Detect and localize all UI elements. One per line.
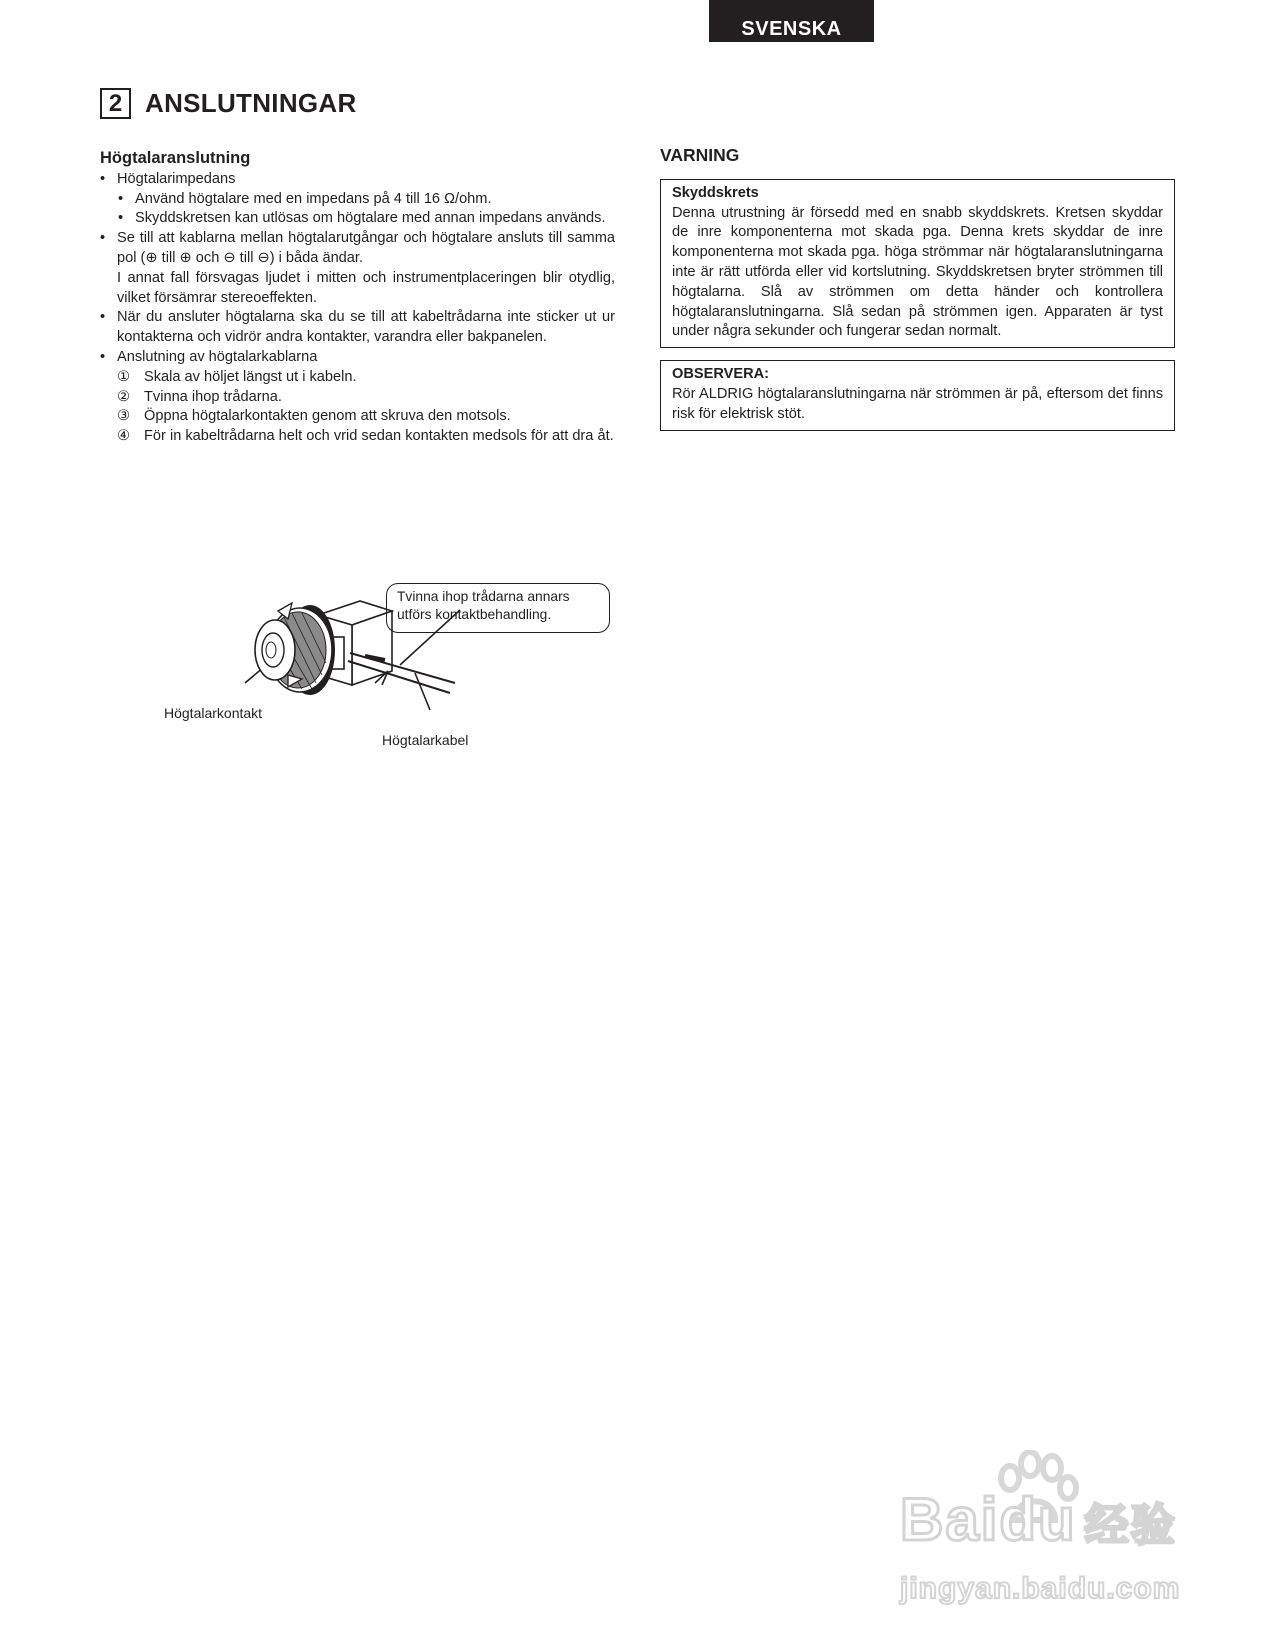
protection-circuit-box: [660, 179, 1175, 348]
bullet-cable-connection: • Anslutning av högtalarkablarna: [100, 348, 318, 365]
section-title: [100, 88, 357, 119]
section-heading: ANSLUTNINGAR: [145, 88, 357, 118]
bullet-impedance: • Högtalarimpedans: [100, 170, 236, 187]
speaker-connection-column: [100, 149, 615, 447]
caution-box: [660, 360, 1175, 430]
step-item: ① Skala av höljet längst ut i kabeln.: [117, 368, 357, 385]
speaker-terminal-figure: [160, 575, 620, 765]
section-number: 2: [100, 88, 131, 119]
step-item: ② Tvinna ihop trådarna.: [117, 388, 282, 405]
protection-circuit-text: Denna utrustning är försedd med en snabb skyddskrets. Kretsen skyddar de inre komponenterna mot skada pga. Denna krets skyddar de inre komponenterna mot skada pga. höga strömmar när högtalaranslutningarna inte är rätt utförda eller vid kortslutning. Skyddskretsen bryter strömmen till högtalarna. Slå av strömmen om detta händer och kontrollera högtalaranslutningarna. Slå sedan på strömmen igen. Apparaten är tyst under några sekunder och fungerar sedan normalt.: [672, 204, 1163, 340]
sub-bullet-protection-trigger: • Skyddskretsen kan utlösas om högtalare med annan impedans används.: [118, 210, 606, 227]
bullet-wire-strands: • När du ansluter högtalarna ska du se till att kabeltrådarna inte sticker ut ur kontakterna och vidrör andra kontakter, varandra eller bakpanelen.: [100, 309, 615, 346]
watermark-url: jingyan.baidu.com: [900, 1572, 1181, 1605]
warning-column: [660, 146, 1175, 443]
language-tab: [709, 0, 874, 42]
caution-text: Rör ALDRIG högtalaranslutningarna när strömmen är på, eftersom det finns risk för elektrisk stöt.: [672, 385, 1163, 422]
speaker-connection-heading: Högtalaranslutning: [100, 149, 251, 167]
watermark-brand: Baidu: [900, 1486, 1077, 1553]
language-tab-label: SVENSKA: [741, 18, 842, 40]
watermark-chinese: 经验: [1084, 1501, 1177, 1550]
watermark-brand-row: [900, 1485, 1177, 1554]
caution-title: OBSERVERA:: [672, 366, 770, 383]
polarity-note: I annat fall försvagas ljudet i mitten och instrumentplaceringen blir otydlig, vilket försämrar stereoeffekten.: [117, 269, 615, 306]
baidu-watermark: [900, 1450, 1200, 1630]
label-speaker-terminal: Högtalarkontakt: [164, 705, 263, 721]
step-item: ④ För in kabeltrådarna helt och vrid sedan kontakten medsols för att dra åt.: [117, 428, 614, 445]
label-speaker-cable: Högtalarkabel: [382, 732, 469, 748]
bullet-polarity: • Se till att kablarna mellan högtalarutgångar och högtalare ansluts till samma pol (⊕ till ⊕ och ⊖ till ⊖) i båda ändar.: [100, 230, 615, 266]
warning-heading: VARNING: [660, 145, 740, 165]
step-item: ③ Öppna högtalarkontakten genom att skruva den motsols.: [117, 408, 511, 425]
callout-box: Tvinna ihop trådarna annars utförs kontaktbehandling.: [386, 583, 610, 633]
protection-circuit-title: Skyddskrets: [672, 184, 759, 201]
sub-bullet-impedance-range: • Använd högtalare med en impedans på 4 till 16 Ω/ohm.: [118, 190, 492, 207]
